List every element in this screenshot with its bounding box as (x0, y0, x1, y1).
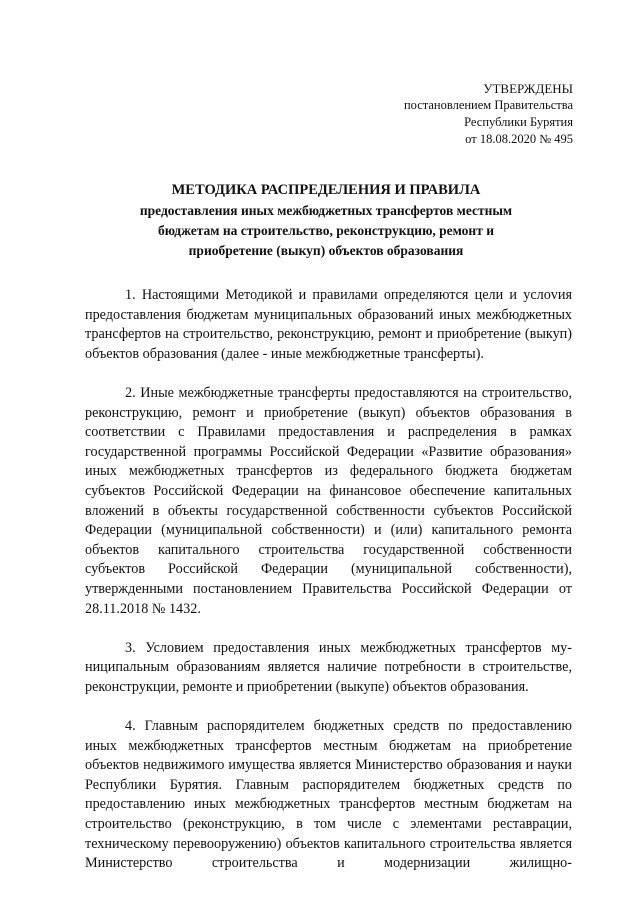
approval-stamp (404, 80, 573, 148)
paragraph-2: 2. Иные межбюджетные трансферты предоставляются на строительство, реконструкцию, ремонт и приобретение (выкуп) объектов образования в соответствии с Правилами предоставления и распределения в рамках государственной программы Российской Федерации «Развитие образования» иных межбюджетных трансфертов из федерального бюджета бюджетам субъектов Российской Федерации на финансовое обеспечение капитальных вложений в объекты государственной собственности субъектов Российской Федерации (муниципальной собственности) и (или) капитального ремонта объектов капитального строительства государственной собственности субъектов Российской Федерации (муниципальной собственности), утвержденными постановлением Правительства Российской Федерации от 28.11.2018 № 1432. (85, 384, 572, 617)
title-sub-line-3: приобретение (выкуп) объектов образования (188, 243, 464, 258)
paragraph-4: 4. Главным распорядителем бюджетных средств по предоставлению иных межбюджетных трансфертов местным бюджетам на приобретение объектов недвижимого имущества является Министерство образования и науки Республики Бурятия. Главным распорядителем бюджетных средств по предоставлению иных межбюджетных трансфертов местным бюджетам на строительство (реконструкцию, в том числе с элементами реставрации, техническому перевооружению) объектов капитального строительства является Министерство строительства и модернизации жилищно- (85, 718, 572, 872)
title-sub-line-1: предоставления иных межбюджетных трансфертов местным (139, 203, 513, 218)
approval-date-number: от 18.08.2020 № 495 (465, 132, 573, 146)
approval-authority: постановлением Правительства (403, 98, 573, 112)
document-title (80, 180, 572, 261)
title-main: МЕТОДИКА РАСПРЕДЕЛЕНИЯ И ПРАВИЛА (171, 182, 481, 198)
document-body (85, 286, 572, 893)
title-sub-line-2: бюджетам на строительство, реконструкцию, ремонт и (158, 223, 494, 238)
approval-republic: Республики Бурятия (464, 115, 573, 129)
paragraph-3: 3. Условием предоставления иных межбюджетных трансфертов муниципальным образованиям является наличие потребности в строительстве, реконструкции, ремонте и приобретении (выкупе) объектов образования. (85, 639, 572, 695)
approval-heading: УТВЕРЖДЕНЫ (483, 81, 573, 96)
paragraph-1: 1. Настоящими Методикой и правилами определяются цели и услоvия предоставления бюджетам муниципальных образований иных межбюджетных трансфертов на строительство, реконструкцию, ремонт и приобретение (выкуп) объектов образования (далее - иные межбюджетные трансферты). (85, 287, 572, 362)
